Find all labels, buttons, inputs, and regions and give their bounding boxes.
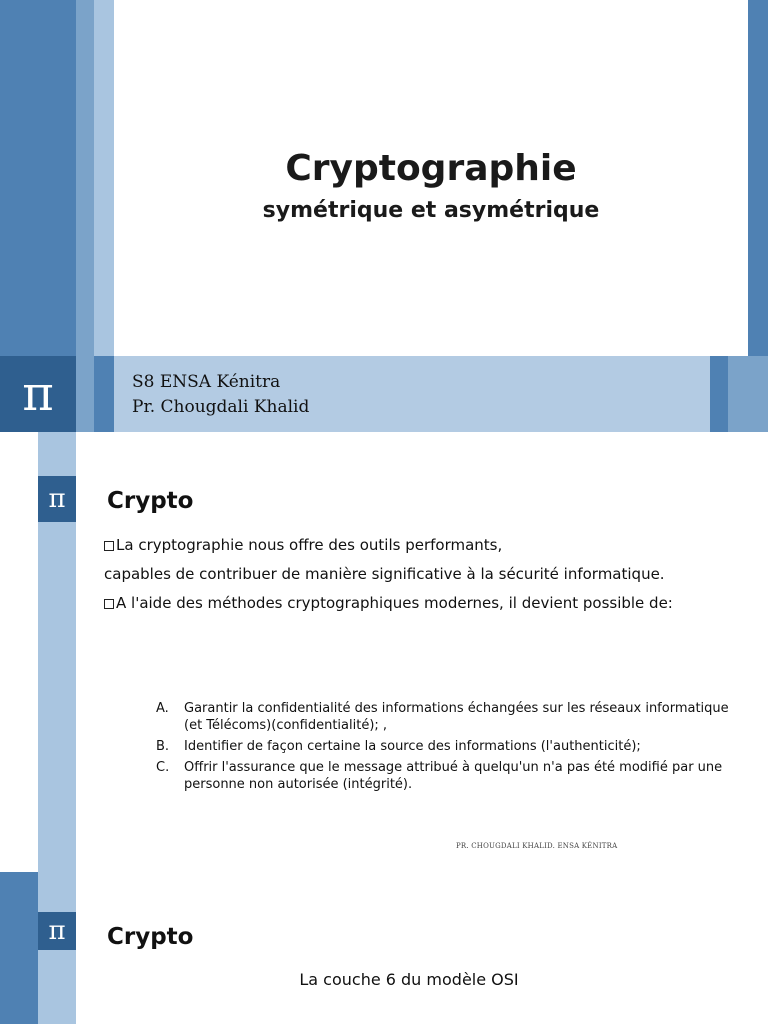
slide-subtitle: symétrique et asymétrique bbox=[262, 198, 600, 223]
author-line-name: Pr. Chougdali Khalid bbox=[132, 397, 310, 417]
author-band bbox=[0, 356, 768, 432]
slide-heading: Crypto bbox=[107, 924, 194, 950]
content-slide-crypto bbox=[0, 432, 768, 872]
title-slide bbox=[0, 0, 768, 432]
lettered-list bbox=[156, 700, 736, 797]
checkbox-bullet-icon bbox=[104, 599, 114, 609]
slide-title: Cryptographie bbox=[285, 148, 577, 189]
slide-footer: PR. CHOUGDALI KHALID. ENSA KÉNITRA bbox=[456, 842, 618, 850]
pi-icon: π bbox=[48, 916, 66, 946]
body-paragraph: capables de contribuer de manière significative à la sécurité informatique. bbox=[104, 565, 665, 583]
bullet-item: La cryptographie nous offre des outils performants, bbox=[104, 536, 734, 555]
list-marker: C. bbox=[156, 760, 170, 775]
checkbox-bullet-icon bbox=[104, 541, 114, 551]
left-stripe-dark bbox=[0, 872, 38, 1024]
slide-subtitle: La couche 6 du modèle OSI bbox=[299, 970, 519, 989]
pi-logo-box bbox=[38, 912, 76, 950]
band-right-stripe-mid bbox=[728, 356, 768, 432]
list-item bbox=[156, 700, 736, 734]
list-text: Identifier de façon certaine la source des informations (l'authenticité); bbox=[184, 739, 641, 754]
band-right-stripe-dark bbox=[710, 356, 728, 432]
list-marker: B. bbox=[156, 739, 170, 754]
pi-logo-box bbox=[38, 476, 76, 522]
left-margin bbox=[0, 432, 38, 872]
band-stripe-mid bbox=[76, 356, 94, 432]
band-stripe-dark bbox=[94, 356, 114, 432]
slide-heading: Crypto bbox=[107, 488, 194, 514]
pi-logo-box bbox=[0, 356, 76, 432]
list-item bbox=[156, 759, 736, 793]
bullet-item: A l'aide des méthodes cryptographiques modernes, il devient possible de: bbox=[104, 594, 734, 613]
pi-icon: π bbox=[48, 484, 66, 514]
slide-body bbox=[104, 536, 734, 623]
content-slide-osi bbox=[0, 872, 768, 1024]
list-item bbox=[156, 738, 736, 755]
list-text: Offrir l'assurance que le message attribué à quelqu'un n'a pas été modifié par une personne non autorisée (intégrité). bbox=[184, 760, 723, 792]
author-block bbox=[132, 370, 309, 420]
list-marker: A. bbox=[156, 701, 169, 716]
author-line-school: S8 ENSA Kénitra bbox=[132, 372, 281, 392]
pi-icon: π bbox=[22, 366, 54, 422]
list-text: Garantir la confidentialité des informations échangées sur les réseaux informatique (et Télécoms)(confidentialité); , bbox=[184, 701, 729, 733]
right-stripe bbox=[748, 0, 768, 356]
